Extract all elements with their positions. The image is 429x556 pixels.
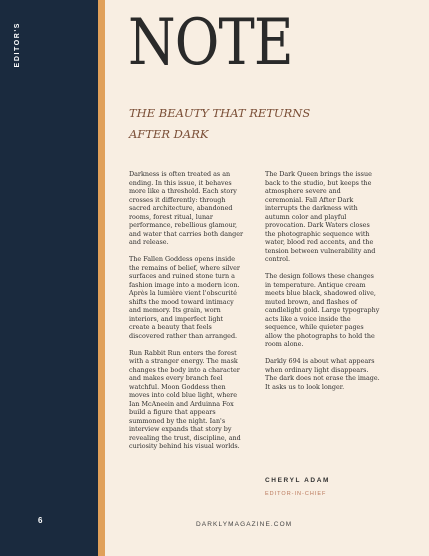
body-column-left (129, 170, 244, 459)
sidebar (0, 0, 98, 556)
author-role: EDITOR-IN-CHIEF (265, 491, 327, 497)
footer-website-link[interactable]: DARKLYMAGAZINE.COM (196, 521, 293, 528)
paragraph: The Dark Queen brings the issue back to the studio, but keeps the atmosphere severe and ceremonial. Fall After Dark interrupts the darkness with autumn color and playful provocation. Dark Waters closes the photographic sequence with water, blood red accents, and the tension between vulnerability and control. (265, 170, 376, 263)
subtitle-line-2: AFTER DARK (129, 127, 209, 141)
page-number: 6 (38, 516, 43, 525)
paragraph: Darkly 694 is about what appears when ordinary light disappears. The dark does not erase the image. It asks us to look longer. (265, 357, 380, 391)
paragraph: Darkness is often treated as an ending. In this issue, it behaves more like a threshold. Each story crosses it differently: through sacred architecture, abandoned rooms, forest ritual, lunar performance, rebellious glamour, and water that carries both danger and release. (129, 170, 244, 246)
sidebar-section-label: EDITOR'S (14, 22, 21, 68)
subtitle (129, 103, 369, 145)
body-column-right (265, 170, 380, 400)
paragraph: The design follows these changes in temperature. Antique cream meets blue black, shadowed olive, muted brown, and flashes of candlelight gold. Large typography acts like a voice inside the sequence, while quieter pages allow the photographs to hold the room alone. (265, 272, 380, 348)
paragraph: Run Rabbit Run enters the forest with a stranger energy. The mask changes the body into a character and makes every branch feel watchful. Moon Goddess then moves into cold blue light, where Ian McAneein and Arduinna Fox build a figure that appears summoned by the night. Ian's interview expands that story by revealing the trust, discipline, and curiosity behind his visual worlds. (129, 348, 241, 450)
page-title: NOTE (128, 6, 293, 80)
paragraph: The Fallen Goddess opens inside the remains of belief, where silver surfaces and ruined stone turn a fashion image into a modern icon. Après la lumière vient l'obscurité shifts the mood toward intimacy and memory. Its grain, worn interiors, and imperfect light create a beauty that feels discovered rather than arranged. (129, 255, 240, 340)
subtitle-line-1: THE BEAUTY THAT RETURNS (129, 106, 311, 120)
accent-stripe (98, 0, 105, 556)
author-name: CHERYL ADAM (265, 477, 331, 484)
